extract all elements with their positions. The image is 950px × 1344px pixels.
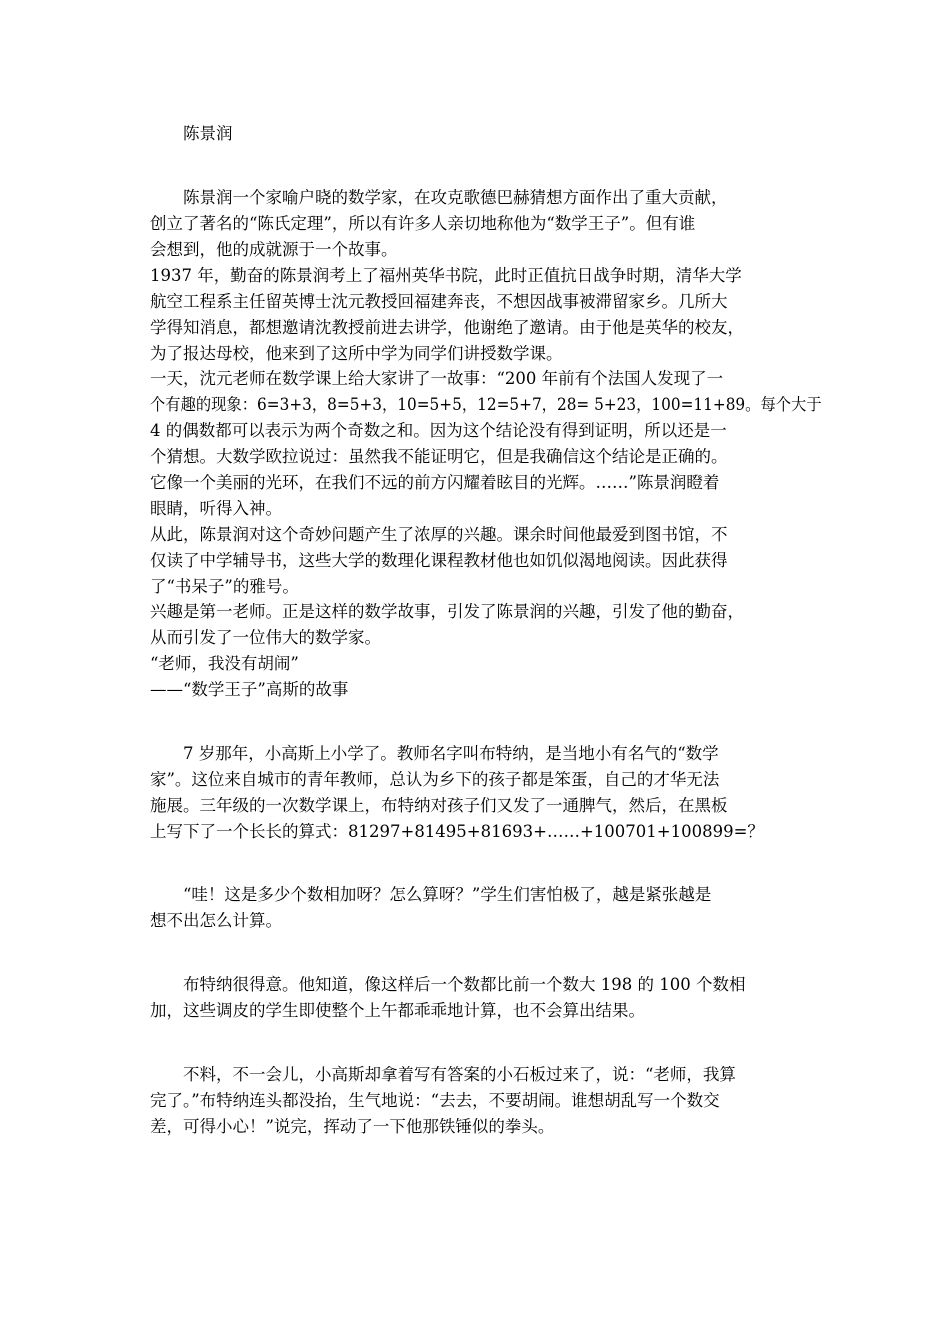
text-line: 会想到，他的成就源于一个故事。 — [150, 240, 398, 259]
text-line: 完了。”布特纳连头都没抬，生气地说：“去去，不要胡闹。谁想胡乱写一个数交 — [150, 1091, 720, 1110]
text-line: 了“书呆子”的雅号。 — [150, 577, 299, 596]
text-line: 从而引发了一位伟大的数学家。 — [150, 628, 381, 647]
text-line: “哇！这是多少个数相加呀？怎么算呀？”学生们害怕极了，越是紧张越是 — [183, 885, 712, 904]
text-line: 一天，沈元老师在数学课上给大家讲了一故事：“200 年前有个法国人发现了一 — [150, 369, 724, 388]
text-line: 加，这些调皮的学生即使整个上午都乖乖地计算，也不会算出结果。 — [150, 1001, 645, 1020]
text-line: 布特纳很得意。他知道，像这样后一个数都比前一个数大 198 的 100 个数相 — [183, 975, 746, 994]
section-heading: “老师，我没有胡闹” — [150, 654, 299, 673]
text-line: 家”。这位来自城市的青年教师，总认为乡下的孩子都是笨蛋，自己的才华无法 — [150, 770, 720, 789]
text-line: 为了报达母校，他来到了这所中学为同学们讲授数学课。 — [150, 344, 563, 363]
text-line: 7 岁那年，小高斯上小学了。教师名字叫布特纳，是当地小有名气的“数学 — [183, 744, 719, 763]
text-line: 1937 年，勤奋的陈景润考上了福州英华书院，此时正值抗日战争时期，清华大学 — [150, 266, 742, 285]
text-line: 差，可得小心！”说完，挥动了一下他那铁锤似的拳头。 — [150, 1117, 555, 1136]
text-line: 个猜想。大数学欧拉说过：虽然我不能证明它，但是我确信这个结论是正确的。 — [150, 447, 728, 466]
text-line: 眼睛，听得入神。 — [150, 499, 282, 518]
text-line: 从此，陈景润对这个奇妙问题产生了浓厚的兴趣。课余时间他最爱到图书馆，不 — [150, 525, 728, 544]
text-line: 陈景润一个家喻户晓的数学家，在攻克歌德巴赫猜想方面作出了重大贡献， — [183, 188, 728, 207]
text-line: 想不出怎么计算。 — [150, 911, 282, 930]
text-line: 兴趣是第一老师。正是这样的数学故事，引发了陈景润的兴趣，引发了他的勤奋， — [150, 602, 744, 621]
text-line: 学得知消息，都想邀请沈教授前进去讲学，他谢绝了邀请。由于他是英华的校友， — [150, 318, 744, 337]
text-line: 施展。三年级的一次数学课上，布特纳对孩子们又发了一通脾气，然后，在黑板 — [150, 796, 728, 815]
text-line: 4 的偶数都可以表示为两个奇数之和。因为这个结论没有得到证明，所以还是一 — [150, 421, 727, 440]
text-line: 仅读了中学辅导书，这些大学的数理化课程教材他也如饥似渴地阅读。因此获得 — [150, 551, 728, 570]
text-line: 个有趣的现象：6=3+3，8=5+3，10=5+5，12=5+7，28= 5+23，100=11+89。每个大于 — [150, 395, 822, 414]
text-line: 不料，不一会儿，小高斯却拿着写有答案的小石板过来了，说：“老师，我算 — [183, 1065, 736, 1084]
text-line: 创立了著名的“陈氏定理”，所以有许多人亲切地称他为“数学王子”。但有谁 — [150, 214, 696, 233]
text-line: 航空工程系主任留英博士沈元教授回福建奔丧，不想因战事被滞留家乡。几所大 — [150, 292, 728, 311]
text-line: 上写下了一个长长的算式：81297+81495+81693+……+100701+100899=？ — [150, 822, 764, 841]
section-subheading: ——“数学王子”高斯的故事 — [150, 680, 349, 699]
text-line: 它像一个美丽的光环，在我们不远的前方闪耀着眩目的光辉。……”陈景润瞪着 — [150, 473, 720, 492]
document-title: 陈景润 — [183, 124, 233, 143]
